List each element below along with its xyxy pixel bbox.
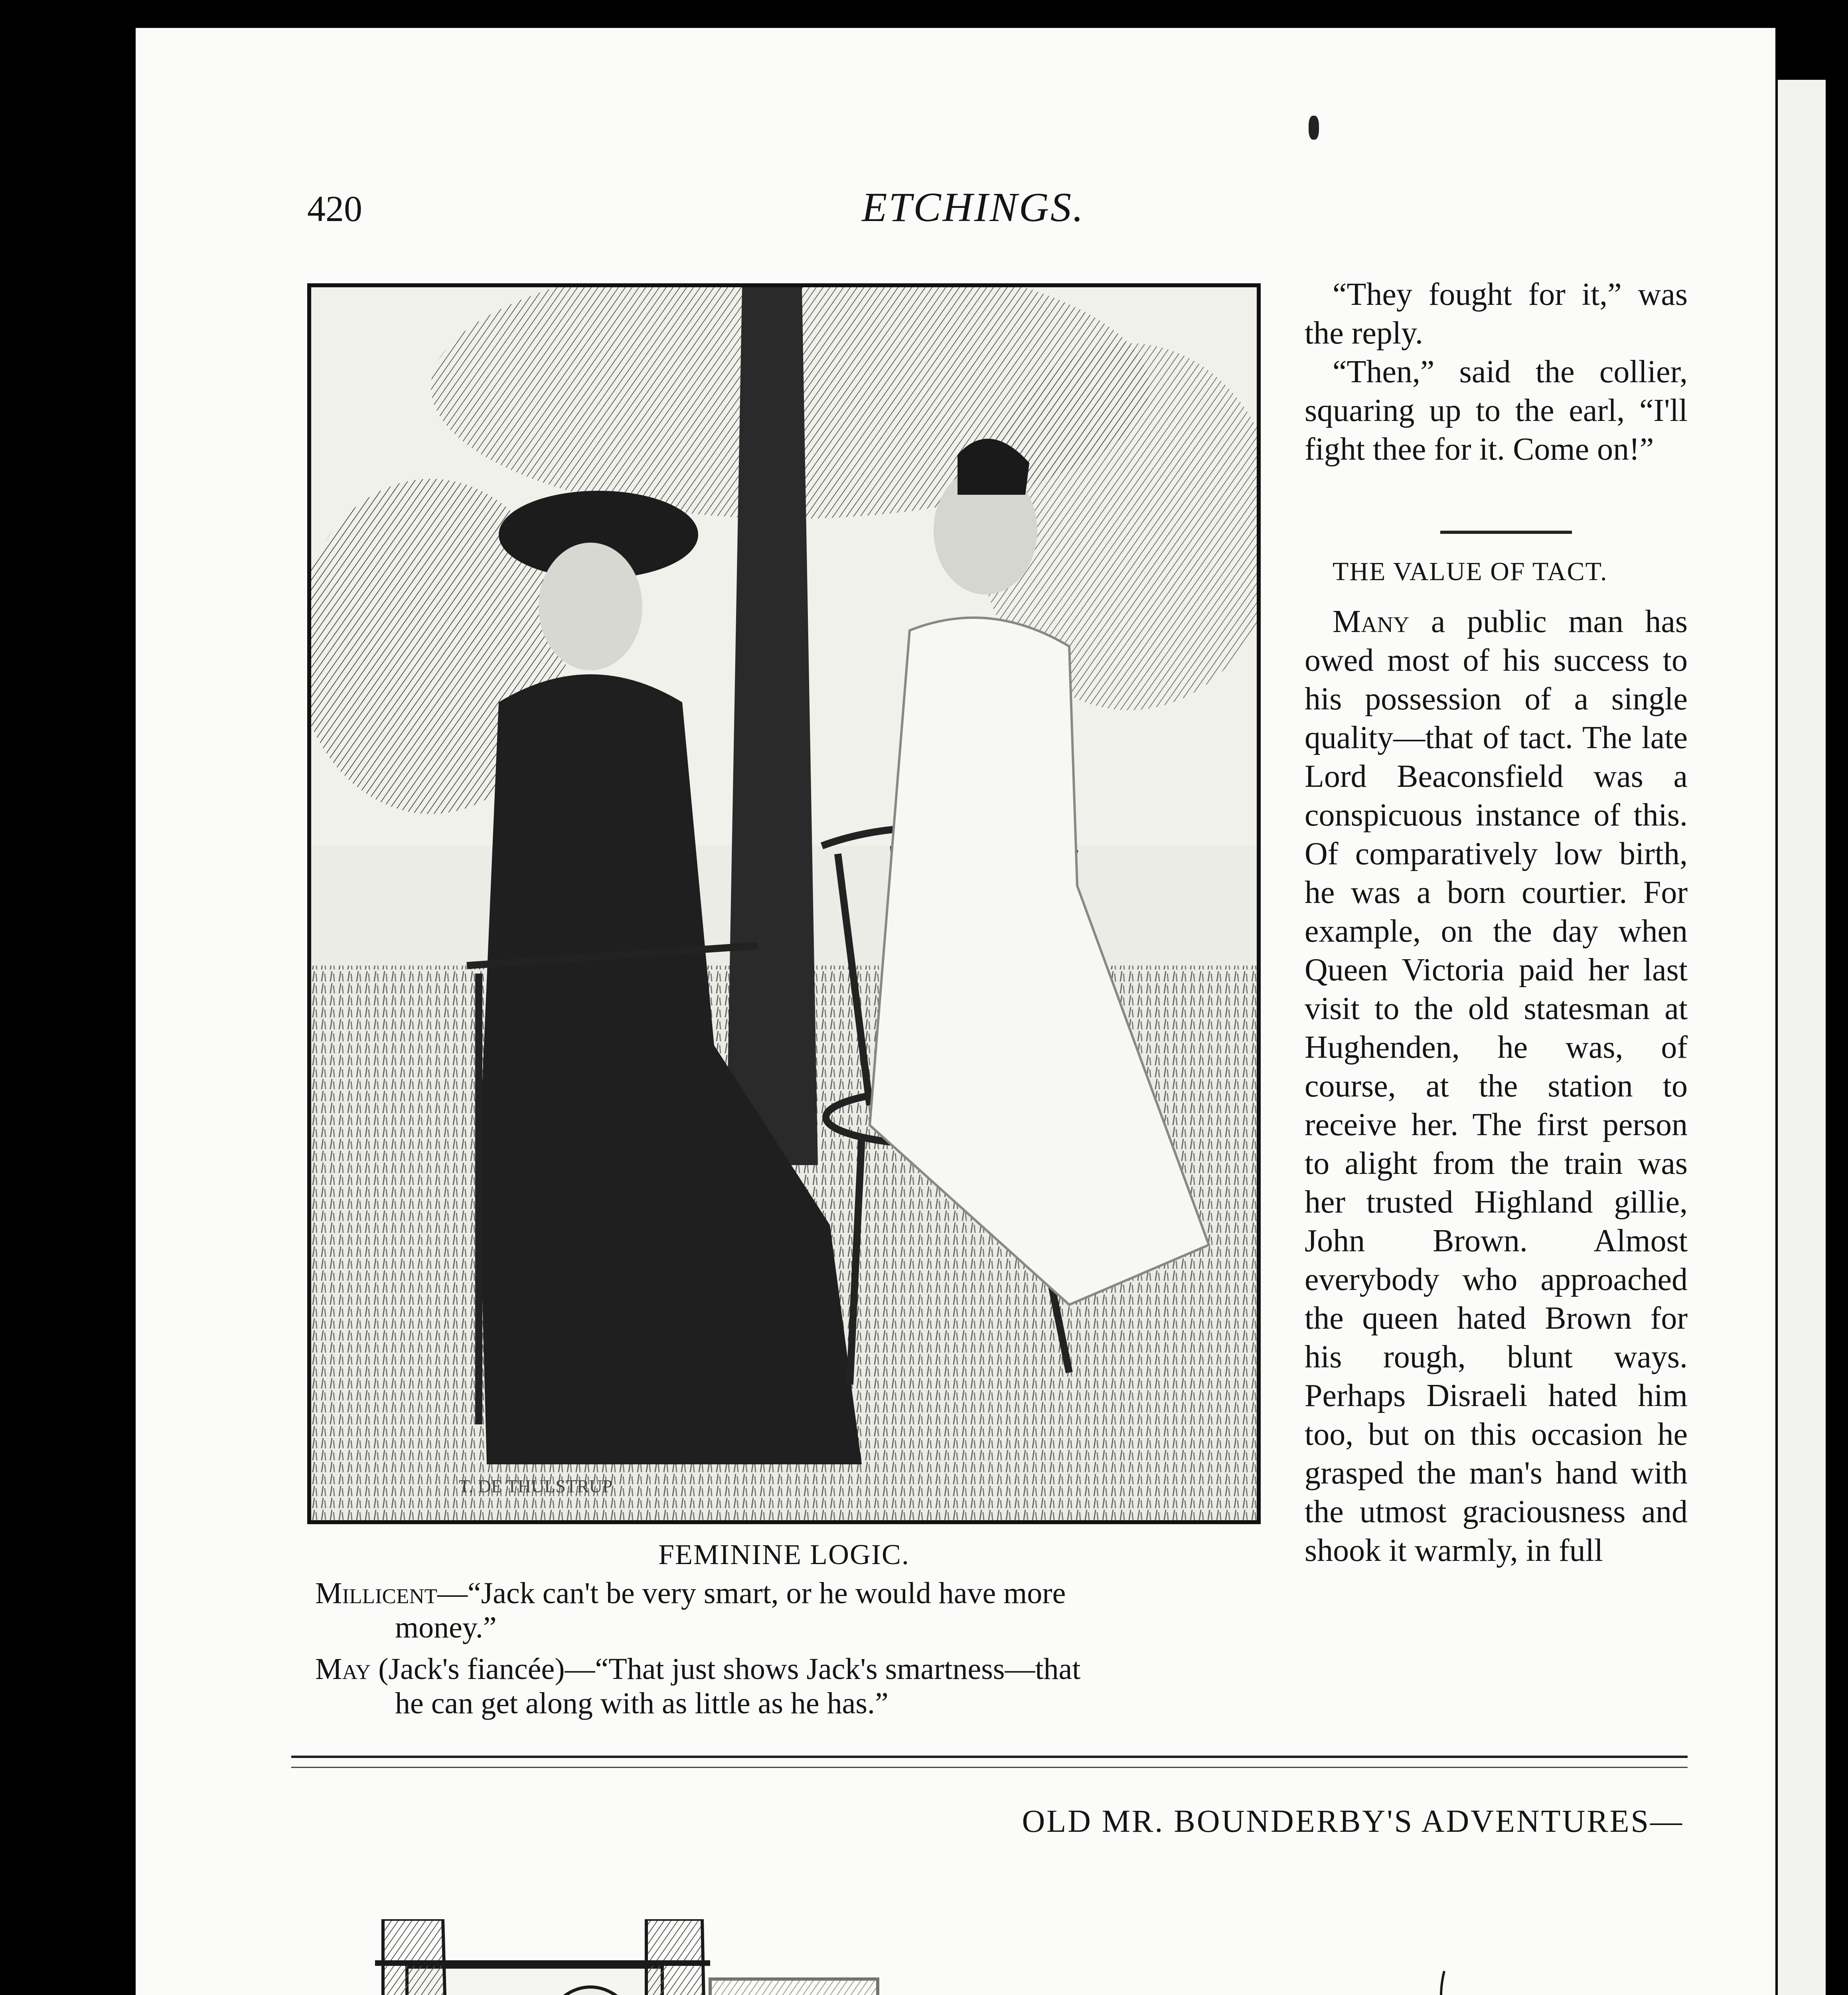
dialogue-text: (Jack's fiancée)—“That just shows Jack's smartness—that — [371, 1652, 1081, 1686]
speaker-name: Millicent — [315, 1576, 437, 1610]
dialogue-continuation: money.” — [395, 1611, 497, 1644]
ink-mark — [1309, 116, 1319, 140]
running-title: ETCHINGS. — [862, 184, 1085, 230]
adjacent-page-edge — [1775, 80, 1826, 1995]
speaker-name: May — [315, 1652, 371, 1686]
double-rule-divider — [291, 1756, 1688, 1768]
article-text: a public man has owed most of his success to his possession of a single quality—that of tact. The late Lord Beaconsfield was a conspicuous instance of this. Of comparatively low birth, he was a born courtier. For example, on the day when Queen Victoria paid her last visit to the old statesman at Hughenden, he was, of course, at the station to receive her. The first person to alight from the train was her trusted Highland gillie, John Brown. Almost everybody who approached the queen hated Brown for his rough, blunt ways. Perhaps Disraeli hated him too, but on this occasion he grasped the man's hand with the utmost graciousness and shook it warmly, in full — [1305, 604, 1688, 1568]
cartoon-panel-1 — [351, 1919, 894, 1995]
cartoon-section-title: OLD MR. BOUNDERBY'S ADVENTURES— — [1022, 1804, 1684, 1839]
story-continuation — [1305, 275, 1688, 469]
article-lead-word: Many — [1333, 604, 1410, 639]
caption-dialogue-1 — [315, 1576, 1261, 1645]
article-heading: THE VALUE OF TACT. — [1333, 557, 1608, 586]
etching-illustration — [307, 283, 1261, 1524]
page-number: 420 — [307, 188, 362, 229]
dialogue-text: —“Jack can't be very smart, or he would have more — [437, 1576, 1066, 1610]
caption-dialogue-2 — [315, 1652, 1261, 1720]
section-divider — [1440, 531, 1572, 534]
quote-paragraph: “They fought for it,” was the reply. — [1305, 277, 1688, 351]
tree-trunk — [726, 287, 818, 1165]
dialogue-continuation: he can get along with as little as he has.” — [395, 1687, 888, 1720]
etching-artwork — [311, 287, 1257, 1520]
article-body — [1305, 602, 1688, 1570]
cartoon-panel-2 — [1037, 1955, 1652, 1995]
illustration-title: FEMININE LOGIC. — [658, 1539, 910, 1570]
quote-paragraph: “Then,” said the collier, squaring up to the earl, “I'll fight thee for it. Come on!” — [1305, 354, 1688, 467]
artist-signature: T. DE THULSTRUP — [459, 1476, 613, 1496]
